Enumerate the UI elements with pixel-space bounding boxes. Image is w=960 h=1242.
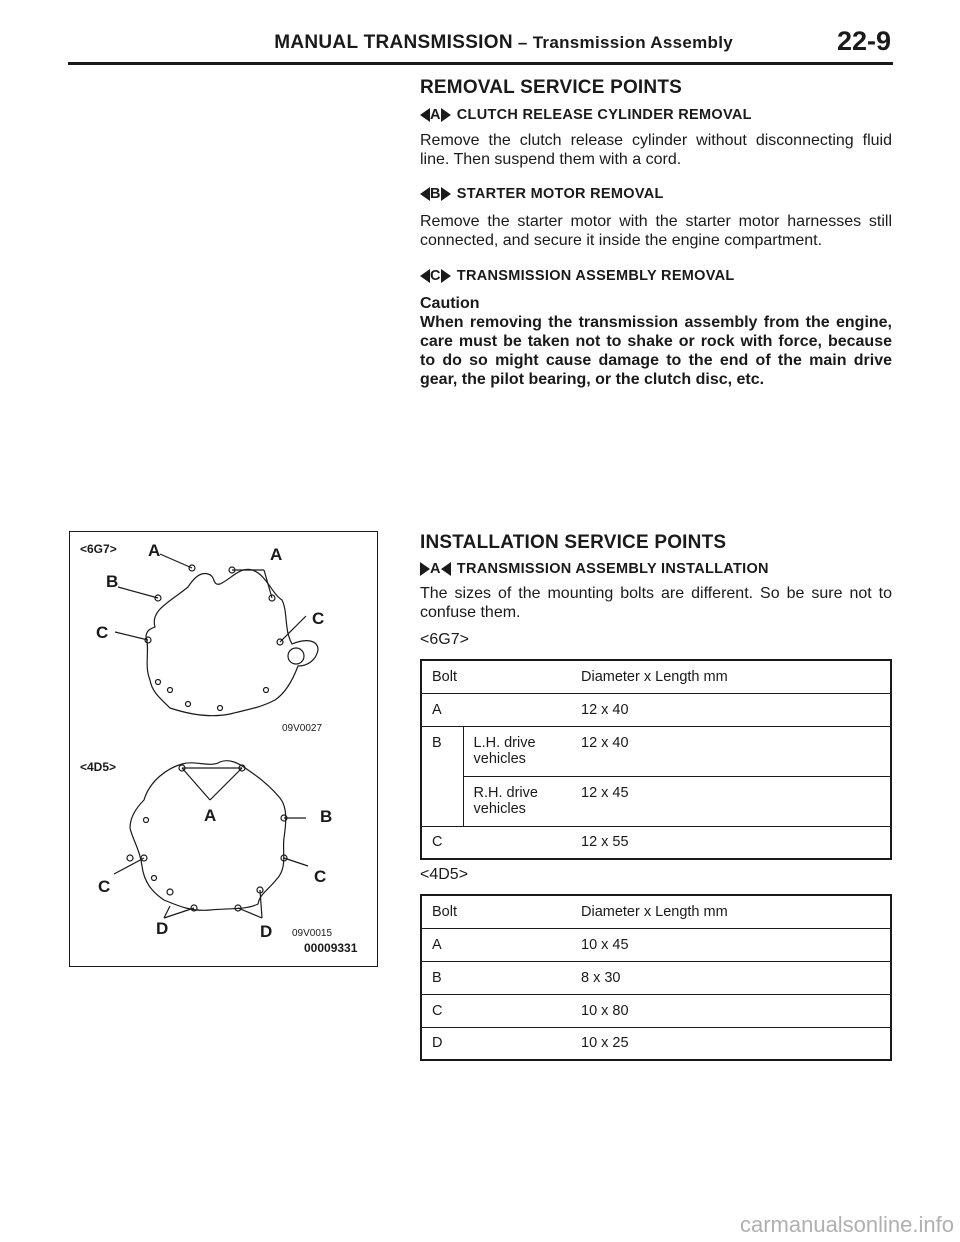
service-mark-a: A [420,107,451,123]
callout-a: A [270,545,283,564]
label-6g7: <6G7> [420,631,469,648]
bolt-cell: B [421,726,463,826]
triangle-left-icon [420,108,430,122]
callout-c: C [312,609,325,628]
table-row [421,1027,891,1060]
size-cell: 12 x 40 [571,726,891,776]
triangle-right-icon [420,562,430,576]
caution-text: When removing the transmission assembly from the engine, care must be taken not to shake or rock with force, because to do so might cause damage to the end of the main drive gear, the pilot bearing, or the clutch disc, etc. [420,314,892,388]
callout-line [118,587,158,598]
bell-housing-6g7 [146,569,318,715]
installation-title: INSTALLATION SERVICE POINTS [420,532,727,553]
title-dash: – [512,33,533,52]
callout-line [160,554,192,568]
header-size: Diameter x Length mm [581,903,728,920]
triangle-left-icon [420,187,430,201]
callout-b: B [106,572,119,591]
site-watermark: carmanualsonline.info [739,1212,954,1237]
figure-label-6g7: <6G7> [80,542,117,556]
callout-line [182,768,210,800]
bolt-hole [167,889,173,895]
service-mark-install-a: A [420,561,451,577]
figure-number: 00009331 [304,941,358,955]
size-cell: 8 x 30 [571,961,891,994]
bolt-cell: B [421,961,571,994]
callout-d: D [260,922,273,941]
size-cell: 12 x 45 [571,776,891,826]
header-bolt: Bolt [432,903,457,920]
callout-a: A [148,541,161,560]
callout-b: B [320,807,333,826]
vehicle-cell: L.H. drive vehicles [463,726,571,776]
service-mark-c: C [420,268,451,284]
removal-b-title: STARTER MOTOR REMOVAL [456,186,664,202]
callout-c: C [98,877,111,896]
figure-code-bottom: 09V0015 [292,928,333,939]
bolt-hole [264,688,269,693]
bolt-cell: D [421,1027,571,1060]
size-cell: 12 x 40 [571,693,891,726]
starter-boss [288,648,304,664]
bolt-hole [168,688,173,693]
bolt-cell: C [421,826,571,859]
callout-line [284,858,308,866]
size-cell: 12 x 55 [571,826,891,859]
label-4d5: <4D5> [420,866,469,883]
installation-a-heading [420,561,892,577]
header-title [274,32,733,54]
size-cell: 10 x 80 [571,994,891,1027]
service-mark-b: B [420,186,451,202]
callout-line [210,768,242,800]
subsection-title: Transmission Assembly [532,33,733,52]
callout-c: C [314,867,327,886]
triangle-right-icon [441,187,451,201]
callout-line [260,890,262,918]
header-size: Diameter x Length mm [581,668,728,685]
vehicle-cell: R.H. drive vehicles [463,776,571,826]
bolt-cell: A [421,693,571,726]
header-bolt: Bolt [432,668,457,685]
page-header [68,26,893,65]
installation-a-text: The sizes of the mounting bolts are different. So be sure not to confuse them. [420,585,892,621]
triangle-left-icon [441,562,451,576]
callout-line [115,632,148,640]
figure-label-4d5: <4D5> [80,760,117,774]
table-row [421,726,891,776]
bolt-hole [218,706,223,711]
callout-c: C [96,623,109,642]
table-row [421,961,891,994]
bolt-diagram [70,532,377,966]
triangle-right-icon [441,269,451,283]
table-row [421,994,891,1027]
removal-a-title: CLUTCH RELEASE CYLINDER REMOVAL [456,107,752,123]
table-row [421,693,891,726]
table-header-row [421,895,891,928]
callout-line [280,616,306,642]
table-row [421,928,891,961]
page-number: 22-9 [836,26,891,56]
bolt-table-6g7 [420,659,892,860]
bolt-cell: A [421,928,571,961]
removal-title: REMOVAL SERVICE POINTS [420,77,683,98]
bolt-location-figure [69,531,378,967]
table-row [421,776,891,826]
removal-c-title: TRANSMISSION ASSEMBLY REMOVAL [456,268,735,284]
section-title: MANUAL TRANSMISSION [274,32,513,53]
triangle-right-icon [441,108,451,122]
table-row [421,826,891,859]
installation-a-title: TRANSMISSION ASSEMBLY INSTALLATION [456,561,769,577]
callout-line [264,570,272,598]
callout-d: D [156,919,169,938]
removal-section [420,77,892,99]
figure-code-top: 09V0027 [282,723,323,734]
bolt-hole [144,818,149,823]
caution-label: Caution [420,295,480,312]
table-header-row [421,660,891,693]
callout-a: A [204,806,217,825]
bolt-table-4d5 [420,894,892,1061]
callout-line [238,908,262,918]
size-cell: 10 x 25 [571,1027,891,1060]
removal-b-text: Remove the starter motor with the starter motor harnesses still connected, and secure it inside the engine compartment. [420,213,892,249]
bolt-hole [152,876,157,881]
removal-a-heading [420,107,892,123]
removal-a-text: Remove the clutch release cylinder without disconnecting fluid line. Then suspend them with a cord. [420,132,892,168]
size-cell: 10 x 45 [571,928,891,961]
triangle-left-icon [420,269,430,283]
bolt-cell: C [421,994,571,1027]
bolt-hole [156,680,161,685]
removal-b-heading [420,186,892,202]
bolt-hole [127,855,133,861]
bolt-hole [186,702,191,707]
removal-c-heading [420,268,892,284]
